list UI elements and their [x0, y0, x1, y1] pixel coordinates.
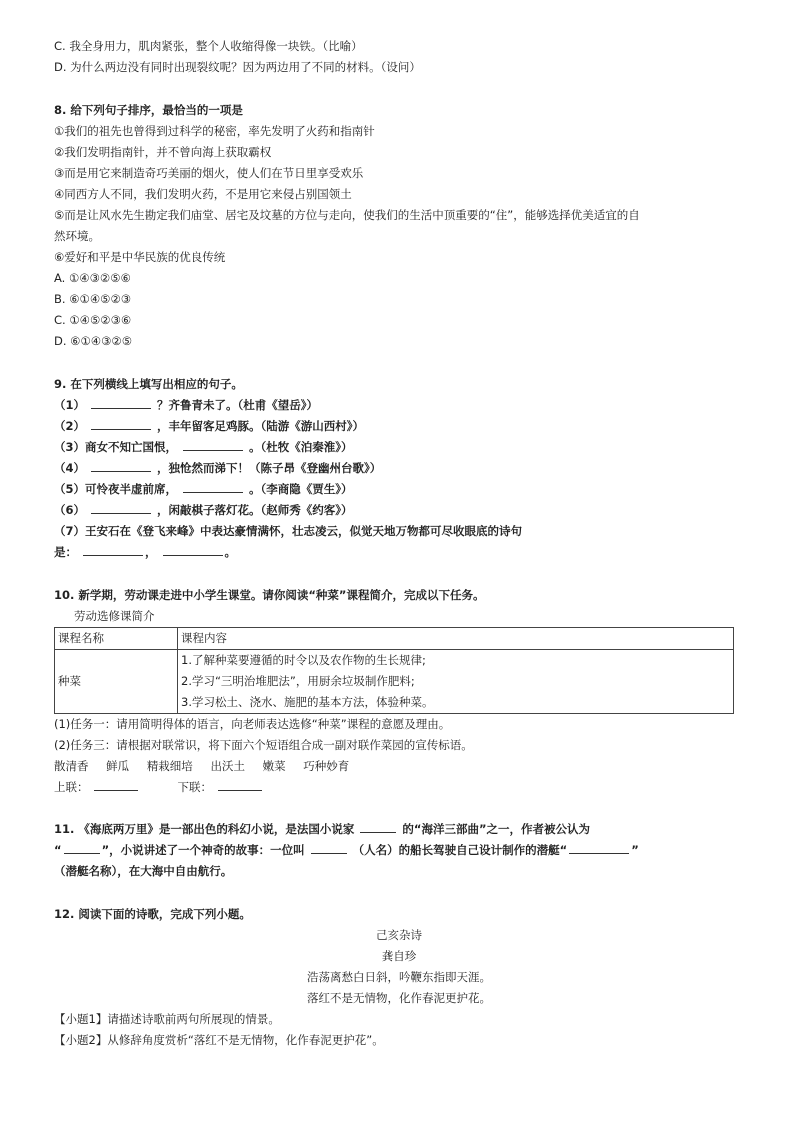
upper-couplet-blank[interactable]	[94, 778, 138, 791]
table-header-row	[55, 628, 734, 650]
lower-couplet-blank[interactable]	[218, 778, 262, 791]
answer-blank[interactable]	[183, 480, 243, 493]
q8-sentence-1: ①我们的祖先也曾得到过科学的秘密，率先发明了火药和指南针	[54, 124, 375, 138]
q9-item7-sep: ，	[145, 545, 157, 559]
course-table	[54, 627, 734, 714]
q9-item-after: 。（杜牧《泊秦淮》）	[249, 440, 353, 454]
table-caption: 劳动选修课简介	[74, 609, 155, 623]
header-course-name: 课程名称	[55, 628, 178, 650]
q12-sub-1: 【小题1】请描述诗歌前两句所展现的情景。	[54, 1012, 280, 1026]
poem-line-2: 落红不是无情物，化作春泥更护花。	[307, 991, 491, 1005]
q9-item-6	[54, 500, 744, 521]
q8-sentence-6: ⑥爱好和平是中华民族的优良传统	[54, 250, 226, 264]
q9-item7-end: 。	[224, 545, 237, 559]
phrase: 散清香	[54, 759, 89, 773]
answer-blank[interactable]	[183, 438, 243, 451]
q11-line-3: （潜艇名称），在大海中自由航行。	[54, 864, 233, 878]
q9-item-before: 商女不知亡国恨，	[85, 440, 178, 454]
q9-item-after: 。（李商隐《贾生》）	[249, 482, 353, 496]
poem-line-1: 浩荡离愁白日斜，吟鞭东指即天涯。	[307, 970, 491, 984]
q9-item-num: （6）	[54, 503, 86, 517]
q9-item-after: ，闲敲棋子落灯花。（赵师秀《约客》）	[157, 503, 353, 517]
q11-text: “	[54, 843, 62, 857]
q9-item-num: （5）	[54, 482, 86, 496]
lower-couplet-label: 下联：	[177, 780, 212, 794]
q12-title: 12. 阅读下面的诗歌，完成下列小题。	[54, 907, 251, 921]
header-course-content: 课程内容	[178, 628, 734, 650]
upper-couplet-label: 上联：	[54, 780, 89, 794]
q8-option-d: D. ⑥①④③②⑤	[54, 334, 133, 348]
q11-text: 11. 《海底两万里》是一部出色的科幻小说，是法国小说家	[54, 822, 355, 836]
q9-item-after: ，丰年留客足鸡豚。（陆游《游山西村》）	[157, 419, 365, 433]
answer-blank[interactable]	[163, 543, 223, 556]
q9-item-1	[54, 395, 744, 416]
poem-title: 己亥杂诗	[376, 928, 422, 942]
q8-sentence-5-cont: 然环境。	[54, 229, 100, 243]
q8-option-b: B. ⑥①④⑤②③	[54, 292, 132, 306]
phrase: 嫩菜	[262, 759, 286, 773]
phrase: 巧种妙育	[303, 759, 350, 773]
q9-title: 9. 在下列横线上填写出相应的句子。	[54, 377, 243, 391]
phrase: 鲜瓜	[106, 759, 130, 773]
q10-task-3: (2)任务三：请根据对联常识，将下面六个短语组合成一副对联作菜园的宣传标语。	[54, 738, 473, 752]
q11-text: 的“海洋三部曲”之一，作者被公认为	[402, 822, 591, 836]
q9-item-7-answer	[54, 542, 744, 563]
submarine-blank[interactable]	[569, 841, 629, 854]
q10-title: 10. 新学期，劳动课走进中小学生课堂。请你阅读“种菜”课程简介，完成以下任务。	[54, 588, 485, 602]
course-name-cell: 种菜	[55, 650, 178, 714]
q9-item7-prefix: 是：	[54, 545, 77, 559]
q9-item-num: （1）	[54, 398, 86, 412]
phrase: 精栽细培	[146, 759, 193, 773]
q10-task-1: (1)任务一：请用简明得体的语言，向老师表达选修“种菜”课程的意愿及理由。	[54, 717, 451, 731]
q9-item-4	[54, 458, 744, 479]
q8-option-a: A. ①④③②⑤⑥	[54, 271, 131, 285]
q8-sentence-4: ④同西方人不同，我们发明火药，不是用它来侵占别国领土	[54, 187, 352, 201]
couplet-answer-line	[54, 777, 744, 798]
q9-item-5	[54, 479, 744, 500]
q8-sentence-5: ⑤而是让风水先生勘定我们庙堂、居宅及坟墓的方位与走向，使我们的生活中顶重要的“住”，能够选择优美适宜的自	[54, 208, 640, 222]
table-row	[55, 650, 734, 714]
q9-item-3	[54, 437, 744, 458]
q7-option-c: C. 我全身用力，肌肉紧张，整个人收缩得像一块铁。（比喻）	[54, 39, 363, 53]
q9-item-num: （3）	[54, 440, 86, 454]
q11-text: ”	[631, 843, 639, 857]
q11-line-1	[54, 819, 744, 840]
q8-option-c: C. ①④⑤②③⑥	[54, 313, 132, 327]
q9-item-after: ？齐鲁青未了。（杜甫《望岳》）	[157, 398, 319, 412]
answer-blank[interactable]	[91, 396, 151, 409]
q9-item-num: （4）	[54, 461, 86, 475]
answer-blank[interactable]	[91, 501, 151, 514]
author-blank[interactable]	[360, 820, 396, 833]
q9-item-2	[54, 416, 744, 437]
q9-item-7: （7）王安石在《登飞来峰》中表达豪情满怀，壮志凌云，似觉天地万物都可尽收眼底的诗句	[54, 524, 522, 538]
answer-blank[interactable]	[83, 543, 143, 556]
phrase: 出沃土	[210, 759, 245, 773]
q9-item-num: （2）	[54, 419, 86, 433]
q9-item-before: 可怜夜半虚前席，	[85, 482, 178, 496]
answer-blank[interactable]	[91, 417, 151, 430]
phrase-list	[54, 756, 744, 777]
q11-text: ”，小说讲述了一个神奇的故事：一位叫	[101, 843, 305, 857]
q12-sub-2: 【小题2】从修辞角度赏析“落红不是无情物，化作春泥更护花”。	[54, 1033, 384, 1047]
exam-page	[54, 36, 744, 1051]
course-content-cell	[178, 650, 734, 714]
content-line-3: 3.学习松土、浇水、施肥的基本方法，体验种菜。	[181, 695, 434, 709]
content-line-1: 1.了解种菜要遵循的时令以及农作物的生长规律;	[181, 653, 426, 667]
q9-item-after: ，独怆然而涕下！（陈子昂《登幽州台歌》）	[157, 461, 382, 475]
q8-sentence-2: ②我们发明指南针，并不曾向海上获取霸权	[54, 145, 272, 159]
q8-sentence-3: ③而是用它来制造奇巧美丽的烟火，使人们在节日里享受欢乐	[54, 166, 364, 180]
q11-text: （人名）的船长驾驶自己设计制作的潜艇“	[352, 843, 568, 857]
q7-option-d: D. 为什么两边没有同时出现裂纹呢？因为两边用了不同的材料。（设问）	[54, 60, 421, 74]
content-line-2: 2.学习“三明治堆肥法”，用厨余垃圾制作肥料;	[181, 674, 415, 688]
captain-blank[interactable]	[311, 841, 347, 854]
poem-author: 龚自珍	[381, 949, 417, 963]
q11-line-2	[54, 840, 744, 861]
answer-blank[interactable]	[91, 459, 151, 472]
q8-title: 8. 给下列句子排序，最恰当的一项是	[54, 103, 243, 117]
title-blank[interactable]	[64, 841, 100, 854]
